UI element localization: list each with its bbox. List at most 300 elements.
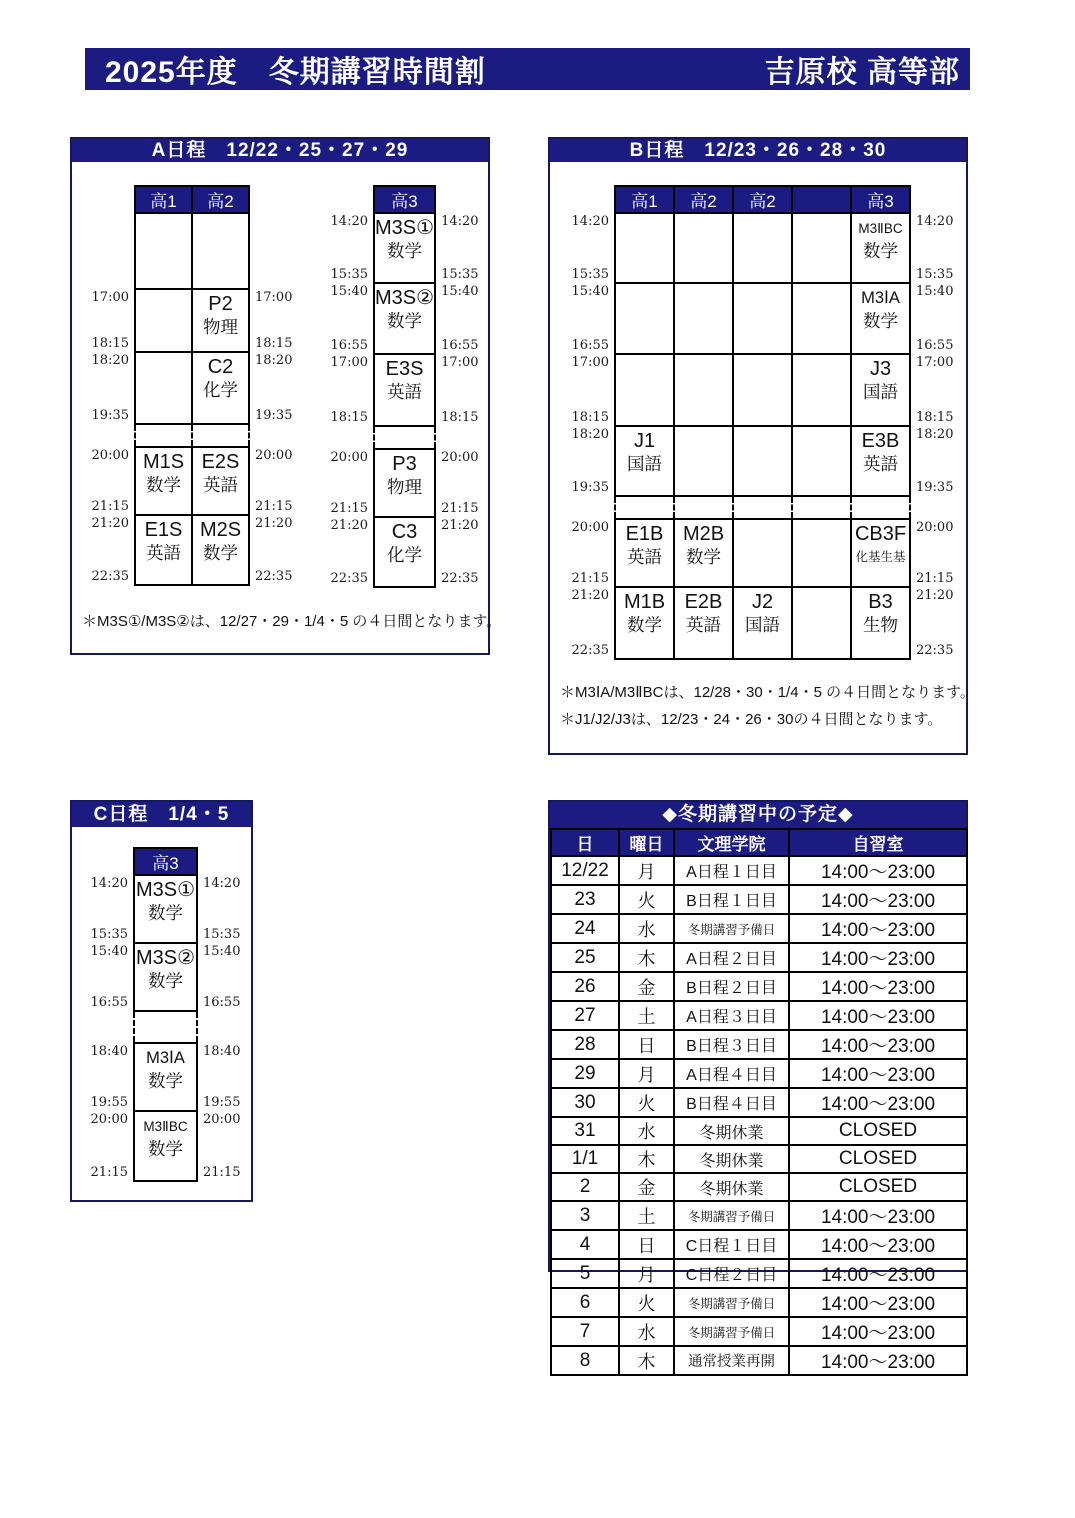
course-cell [674,587,733,659]
course-cell-empty [733,426,792,496]
schedule-program-cell: A日程４日目 [674,1059,789,1088]
schedule-room-cell: 14:00〜23:00 [789,1030,967,1059]
schedule-row [551,1088,967,1117]
course-cell [374,517,435,587]
schedule-weekday-cell: 月 [619,1059,674,1088]
time-end-label: 16:55 [90,995,128,1010]
schedule-room-cell: CLOSED [789,1145,967,1173]
schedule-weekday-cell: 金 [619,972,674,1001]
schedule-program-cell: 冬期休業 [674,1117,789,1145]
schedule-row [551,1230,967,1259]
schedule-program-cell: 冬期講習予備日 [674,1201,789,1230]
course-code: B3 [868,591,893,613]
schedule-row [551,1201,967,1230]
course-code: CB3F [854,523,907,545]
time-end-label: 21:15 [571,571,609,586]
time-label-column [435,354,483,426]
time-label-column [86,1111,134,1181]
time-end-label: 18:15 [571,410,609,425]
label-spacer [435,426,483,449]
schedule-room-cell: CLOSED [789,1173,967,1201]
schedule-weekday-cell: 日 [619,1230,674,1259]
course-subject: 数学 [148,903,183,923]
course-cell [851,426,910,496]
course-cell [851,354,910,426]
schedule-weekday-cell: 木 [619,943,674,972]
panel-b-title: B日程 12/23・26・28・30 [550,139,966,162]
panel-a [70,137,502,655]
schedule-weekday-cell: 土 [619,1001,674,1030]
course-code: C3 [391,521,418,543]
time-label-column [86,1043,134,1111]
schedule-weekday-cell: 火 [619,1288,674,1317]
course-code: M3ⅠA [861,289,900,307]
time-start-label: 20:00 [203,1112,241,1127]
time-start-label: 18:40 [90,1044,128,1059]
schedule-date-cell: 3 [551,1201,619,1230]
schedule-room-cell: 14:00〜23:00 [789,1259,967,1288]
schedule-weekday-cell: 水 [619,1317,674,1346]
course-code: E2S [201,451,240,473]
time-start-label: 14:20 [571,214,609,229]
schedule-title: ◆冬期講習中の予定◆ [550,802,966,828]
label-spacer [197,1011,245,1043]
time-label-column [87,515,135,585]
schedule-program-cell: 冬期講習予備日 [674,1317,789,1346]
course-cell-empty [792,213,851,283]
time-start-label: 17:00 [571,355,609,370]
course-subject: 英語 [387,382,423,402]
schedule-date-cell: 29 [551,1059,619,1088]
time-start-label: 21:20 [441,518,479,533]
time-end-label: 15:35 [90,927,128,942]
time-start-label: 18:20 [91,353,129,368]
course-code: E3S [385,358,424,380]
course-cell-empty [615,283,674,354]
time-start-label: 20:00 [571,520,609,535]
time-label-column [910,213,958,283]
course-cell-empty [792,426,851,496]
time-end-label: 19:55 [90,1095,128,1110]
time-label-column [435,283,483,354]
course-subject: 数学 [387,241,423,261]
time-start-label: 15:40 [441,284,479,299]
time-end-label: 19:35 [916,480,954,495]
course-subject: 国語 [745,615,780,635]
schedule-weekday-cell: 木 [619,1346,674,1375]
grade-header-blank [792,186,851,213]
schedule-date-cell: 5 [551,1259,619,1288]
time-end-label: 16:55 [330,338,368,353]
time-label-column [326,283,374,354]
time-start-label: 18:40 [203,1044,241,1059]
schedule-weekday-cell: 月 [619,1259,674,1288]
time-label-column [326,354,374,426]
schedule-room-cell: 14:00〜23:00 [789,1201,967,1230]
schedule-room-cell: CLOSED [789,1117,967,1145]
schedule-room-cell: 14:00〜23:00 [789,856,967,885]
time-label-column [326,449,374,517]
time-end-label: 22:35 [571,643,609,658]
course-cell-empty [792,587,851,659]
time-label-column [567,283,615,354]
course-subject: 数学 [863,311,898,331]
course-subject: 数学 [148,1139,183,1159]
schedule-date-cell: 8 [551,1346,619,1375]
label-spacer [910,186,958,213]
schedule-date-cell: 7 [551,1317,619,1346]
course-cell-empty [674,426,733,496]
time-label-column [567,587,615,659]
course-code: M3S② [375,287,435,309]
time-label-column [910,519,958,587]
schedule-date-cell: 2 [551,1173,619,1201]
course-cell-empty [674,213,733,283]
schedule-room-cell: 14:00〜23:00 [789,1059,967,1088]
schedule-date-cell: 12/22 [551,856,619,885]
time-end-label: 15:35 [916,267,954,282]
panel-b-notes [560,679,975,733]
course-subject: 数学 [203,543,238,563]
time-end-label: 19:55 [203,1095,241,1110]
course-code: M2S [199,519,242,541]
time-end-label: 21:15 [255,499,293,514]
grade-header: 高3 [134,848,197,875]
time-label-column [249,447,297,515]
course-cell [134,875,197,943]
time-end-label: 16:55 [571,338,609,353]
course-cell [851,283,910,354]
time-end-label: 18:15 [441,410,479,425]
course-subject: 化基生基 [855,550,906,564]
time-label-column [87,352,135,424]
schedule-weekday-cell: 日 [619,1030,674,1059]
schedule-program-cell: A日程１日目 [674,856,789,885]
course-code: C2 [207,356,234,378]
course-code: E1B [625,523,664,545]
schedule-row [551,1145,967,1173]
course-subject: 数学 [863,241,898,261]
time-label-column [249,515,297,585]
course-cell-empty [615,213,674,283]
grade-header: 高3 [851,186,910,213]
panel-c [70,800,253,1202]
course-code: M1B [623,591,666,613]
panel-c-grid [86,847,245,1182]
course-subject: 数学 [148,1071,183,1091]
schedule-weekday-cell: 金 [619,1173,674,1201]
time-end-label: 21:15 [90,1165,128,1180]
course-cell [851,519,910,587]
time-label-column [910,426,958,496]
schedule-weekday-cell: 火 [619,885,674,914]
course-cell [192,289,249,352]
schedule-row [551,1117,967,1145]
time-start-label: 17:00 [330,355,368,370]
course-cell [615,519,674,587]
course-code: M3ⅡBC [143,1119,188,1134]
schedule-date-cell: 6 [551,1288,619,1317]
label-spacer [567,496,615,519]
schedule-date-cell: 27 [551,1001,619,1030]
time-start-label: 14:20 [203,876,241,891]
course-cell-empty [135,213,192,289]
schedule-program-cell: 冬期講習予備日 [674,1288,789,1317]
course-subject: 化学 [203,380,238,400]
time-end-label: 15:35 [571,267,609,282]
time-start-label: 15:40 [90,944,128,959]
schedule-panel [548,800,968,1373]
course-code: J1 [633,430,656,452]
gap-cell [135,424,192,447]
time-label-column [567,519,615,587]
course-cell-empty [192,213,249,289]
course-cell [374,354,435,426]
schedule-date-cell: 30 [551,1088,619,1117]
time-label-column [910,587,958,659]
course-cell-empty [792,354,851,426]
course-subject: 国語 [627,454,662,474]
gap-cell [733,496,792,519]
time-start-label: 14:20 [441,214,479,229]
schedule-table [550,828,968,1376]
schedule-row [551,1288,967,1317]
course-cell [851,587,910,659]
schedule-date-cell: 4 [551,1230,619,1259]
time-end-label: 15:35 [203,927,241,942]
time-end-label: 22:35 [255,569,293,584]
gap-cell [674,496,733,519]
schedule-weekday-cell: 月 [619,856,674,885]
course-code: M3S① [135,879,196,901]
schedule-row [551,1259,967,1288]
course-cell [374,283,435,354]
time-end-label: 21:15 [91,499,129,514]
course-code: E3B [861,430,900,452]
time-start-label: 20:00 [916,520,954,535]
gap-cell [615,496,674,519]
time-start-label: 17:00 [916,355,954,370]
time-label-column [567,426,615,496]
schedule-program-cell: A日程３日目 [674,1001,789,1030]
panel-b-note-2: ＊J1/J2/J3は、12/23・24・26・30の４日間となります。 [560,711,943,728]
schedule-weekday-cell: 水 [619,1117,674,1145]
course-cell [134,1043,197,1111]
time-start-label: 20:00 [441,450,479,465]
course-subject: 数学 [686,547,721,567]
course-code: M1S [142,451,185,473]
course-subject: 数学 [627,615,662,635]
time-start-label: 21:20 [255,516,293,531]
schedule-row [551,972,967,1001]
time-label-column [249,289,297,352]
time-start-label: 14:20 [90,876,128,891]
label-spacer [567,186,615,213]
time-end-label: 19:35 [255,408,293,423]
schedule-program-cell: B日程２日目 [674,972,789,1001]
course-subject: 物理 [387,477,423,497]
time-start-label: 21:20 [571,588,609,603]
course-code: M2B [682,523,725,545]
time-end-label: 19:35 [571,480,609,495]
time-label-column [87,447,135,515]
course-code: J2 [751,591,774,613]
label-spacer [87,213,135,289]
time-end-label: 18:15 [916,410,954,425]
schedule-row [551,856,967,885]
course-cell [851,213,910,283]
schedule-program-cell: C日程２日目 [674,1259,789,1288]
schedule-room-cell: 14:00〜23:00 [789,885,967,914]
course-code: E2B [684,591,723,613]
course-cell [674,519,733,587]
course-cell [192,447,249,515]
schedule-row [551,1346,967,1375]
time-label-column [435,213,483,283]
course-code: M3ⅠA [146,1049,185,1067]
time-end-label: 22:35 [330,571,368,586]
schedule-program-cell: B日程３日目 [674,1030,789,1059]
schedule-room-cell: 14:00〜23:00 [789,1088,967,1117]
time-label-column [87,289,135,352]
schedule-program-cell: 通常授業再開 [674,1346,789,1375]
schedule-row [551,885,967,914]
time-end-label: 21:15 [330,501,368,516]
time-start-label: 15:40 [203,944,241,959]
time-label-column [86,943,134,1011]
course-subject: 数学 [387,311,423,331]
time-end-label: 22:35 [441,571,479,586]
time-start-label: 21:20 [330,518,368,533]
time-label-column [910,283,958,354]
schedule-date-cell: 23 [551,885,619,914]
schedule-col-header-weekday: 曜日 [619,829,674,856]
grade-header: 高2 [192,186,249,213]
time-end-label: 21:15 [441,501,479,516]
course-code: P2 [208,293,233,315]
schedule-program-cell: A日程２日目 [674,943,789,972]
schedule-room-cell: 14:00〜23:00 [789,972,967,1001]
grade-header: 高2 [674,186,733,213]
time-end-label: 21:15 [916,571,954,586]
time-start-label: 15:40 [330,284,368,299]
time-end-label: 18:15 [255,336,293,351]
time-start-label: 17:00 [441,355,479,370]
label-spacer [326,426,374,449]
time-start-label: 20:00 [255,448,293,463]
time-label-column [435,517,483,587]
page-title: 2025年度 冬期講習時間割 [105,56,486,89]
schedule-program-cell: 冬期休業 [674,1173,789,1201]
time-end-label: 15:35 [441,267,479,282]
course-cell-empty [733,283,792,354]
time-end-label: 21:15 [203,1165,241,1180]
gap-cell [851,496,910,519]
time-label-column [86,875,134,943]
panel-a-note: ＊M3S①/M3S②は、12/27・29・1/4・5 の４日間となります。 [82,613,502,630]
course-cell [134,1111,197,1181]
course-cell-empty [135,289,192,352]
time-start-label: 15:40 [916,284,954,299]
panel-c-title: C日程 1/4・5 [72,802,251,827]
label-spacer [197,848,245,875]
course-code: E1S [144,519,183,541]
course-cell-empty [733,354,792,426]
schedule-room-cell: 14:00〜23:00 [789,1001,967,1030]
schedule-room-cell: 14:00〜23:00 [789,914,967,943]
panel-b-grid [567,185,958,660]
time-start-label: 15:40 [571,284,609,299]
schedule-date-cell: 24 [551,914,619,943]
page-header-bar [85,48,970,90]
grade-header: 高1 [615,186,674,213]
school-name: 吉原校 高等部 [764,56,960,89]
time-label-column [197,1111,245,1181]
course-subject: 生物 [863,615,898,635]
time-end-label: 18:15 [330,410,368,425]
course-cell [135,447,192,515]
schedule-col-header-date: 日 [551,829,619,856]
time-start-label: 18:20 [571,427,609,442]
course-code: P3 [392,453,417,475]
course-subject: 国語 [863,382,898,402]
course-cell-empty [792,283,851,354]
schedule-row [551,943,967,972]
schedule-weekday-cell: 水 [619,914,674,943]
panel-a-right-grid [326,185,483,588]
time-start-label: 20:00 [91,448,129,463]
course-cell-empty [733,213,792,283]
time-label-column [249,352,297,424]
schedule-room-cell: 14:00〜23:00 [789,1317,967,1346]
time-end-label: 16:55 [916,338,954,353]
schedule-program-cell: B日程１日目 [674,885,789,914]
gap-cell [374,426,435,449]
label-spacer [87,186,135,213]
course-subject: 英語 [146,543,181,563]
schedule-row [551,1317,967,1346]
time-start-label: 14:20 [330,214,368,229]
time-end-label: 16:55 [203,995,241,1010]
schedule-row [551,1173,967,1201]
course-cell-empty [674,283,733,354]
time-start-label: 18:20 [255,353,293,368]
label-spacer [249,424,297,447]
course-subject: 数学 [148,971,183,991]
time-label-column [326,213,374,283]
panel-a-left-grid [87,185,297,586]
panel-a-title: A日程 12/22・25・27・29 [72,139,488,162]
course-subject: 英語 [627,547,662,567]
time-label-column [197,943,245,1011]
time-label-column [435,449,483,517]
schedule-date-cell: 31 [551,1117,619,1145]
schedule-col-header-program: 文理学院 [674,829,789,856]
course-cell-empty [135,352,192,424]
schedule-row [551,1059,967,1088]
label-spacer [326,186,374,213]
gap-cell [192,424,249,447]
schedule-date-cell: 25 [551,943,619,972]
schedule-room-cell: 14:00〜23:00 [789,1288,967,1317]
label-spacer [249,186,297,213]
panel-b [548,137,975,755]
course-cell-empty [674,354,733,426]
time-start-label: 20:00 [330,450,368,465]
schedule-row [551,1030,967,1059]
label-spacer [87,424,135,447]
course-cell [615,587,674,659]
